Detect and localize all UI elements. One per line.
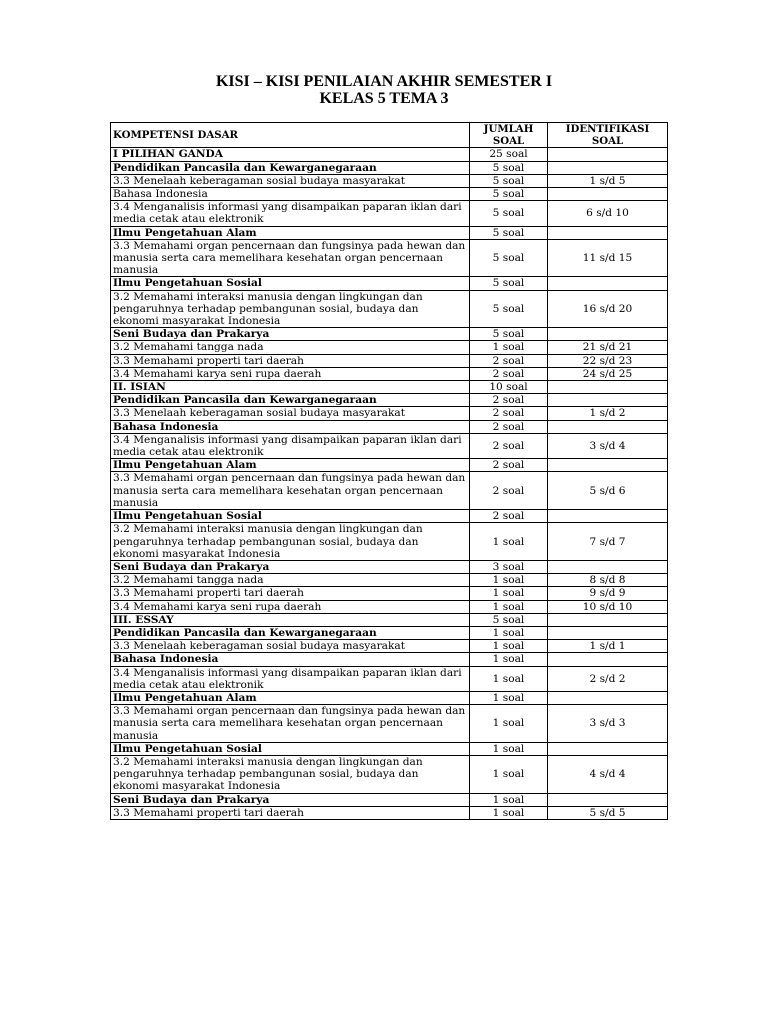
table-row [111,574,668,587]
jumlah-soal-cell: 5 soal [470,277,548,290]
header-identifikasi-soal: IDENTIFIKASI SOAL [548,123,668,148]
kompetensi-cell: 3.3 Menelaah keberagaman sosial budaya masyarakat [111,407,470,420]
identifikasi-soal-cell: 2 s/d 2 [548,666,668,691]
kompetensi-cell: 3.4 Memahami karya seni rupa daerah [111,367,470,380]
identifikasi-soal-cell: 5 s/d 6 [548,472,668,510]
jumlah-soal-cell: 5 soal [470,239,548,277]
table-row [111,666,668,691]
table-row [111,510,668,523]
jumlah-soal-cell: 2 soal [470,459,548,472]
table-row [111,201,668,226]
identifikasi-soal-cell: 4 s/d 4 [548,755,668,793]
identifikasi-soal-cell: 7 s/d 7 [548,523,668,561]
jumlah-soal-cell: 1 soal [470,793,548,806]
jumlah-soal-cell: 1 soal [470,705,548,743]
identifikasi-soal-cell: 1 s/d 1 [548,640,668,653]
kompetensi-cell: Seni Budaya dan Prakarya [111,560,470,573]
table-row [111,277,668,290]
table-row [111,472,668,510]
identifikasi-soal-cell: 1 s/d 2 [548,407,668,420]
table-row [111,148,668,161]
jumlah-soal-cell: 5 soal [470,328,548,341]
jumlah-soal-cell: 1 soal [470,626,548,639]
identifikasi-soal-cell [548,613,668,626]
kompetensi-cell: 3.3 Memahami organ pencernaan dan fungsinya pada hewan dan manusia serta cara memelihara kesehatan organ pencernaan manusia [111,705,470,743]
table-row [111,367,668,380]
kompetensi-cell: Pendidikan Pancasila dan Kewarganegaraan [111,161,470,174]
identifikasi-soal-cell [548,328,668,341]
kompetensi-cell: 3.3 Menelaah keberagaman sosial budaya masyarakat [111,640,470,653]
identifikasi-soal-cell: 6 s/d 10 [548,201,668,226]
identifikasi-soal-cell [548,381,668,394]
kompetensi-cell: Bahasa Indonesia [111,188,470,201]
table-row [111,755,668,793]
jumlah-soal-cell: 1 soal [470,691,548,704]
jumlah-soal-cell: 5 soal [470,613,548,626]
table-row [111,742,668,755]
jumlah-soal-cell: 1 soal [470,587,548,600]
identifikasi-soal-cell: 9 s/d 9 [548,587,668,600]
table-row [111,653,668,666]
kompetensi-cell: Ilmu Pengetahuan Sosial [111,742,470,755]
jumlah-soal-cell: 1 soal [470,666,548,691]
kompetensi-cell: Pendidikan Pancasila dan Kewarganegaraan [111,394,470,407]
kompetensi-cell: 3.3 Memahami organ pencernaan dan fungsinya pada hewan dan manusia serta cara memelihara kesehatan organ pencernaan manusia [111,239,470,277]
identifikasi-soal-cell [548,510,668,523]
identifikasi-soal-cell: 1 s/d 5 [548,174,668,187]
table-row [111,433,668,458]
jumlah-soal-cell: 3 soal [470,560,548,573]
kompetensi-cell: Seni Budaya dan Prakarya [111,793,470,806]
jumlah-soal-cell: 1 soal [470,653,548,666]
document-title: KISI – KISI PENILAIAN AKHIR SEMESTER I [215,73,553,90]
identifikasi-soal-cell [548,626,668,639]
identifikasi-soal-cell [548,742,668,755]
identifikasi-soal-cell [548,560,668,573]
jumlah-soal-cell: 2 soal [470,433,548,458]
table-row [111,188,668,201]
kompetensi-cell: Ilmu Pengetahuan Sosial [111,277,470,290]
table-row [111,328,668,341]
identifikasi-soal-cell [548,161,668,174]
jumlah-soal-cell: 1 soal [470,523,548,561]
jumlah-soal-cell: 1 soal [470,806,548,819]
kompetensi-cell: Bahasa Indonesia [111,420,470,433]
jumlah-soal-cell: 2 soal [470,407,548,420]
table-row [111,420,668,433]
jumlah-soal-cell: 1 soal [470,640,548,653]
kompetensi-cell: Bahasa Indonesia [111,653,470,666]
identifikasi-soal-cell: 10 s/d 10 [548,600,668,613]
kompetensi-cell: 3.3 Memahami organ pencernaan dan fungsinya pada hewan dan manusia serta cara memelihara kesehatan organ pencernaan manusia [111,472,470,510]
table-row [111,290,668,328]
jumlah-soal-cell: 2 soal [470,472,548,510]
identifikasi-soal-cell: 3 s/d 3 [548,705,668,743]
kompetensi-cell: 3.2 Memahami interaksi manusia dengan lingkungan dan pengaruhnya terhadap pembangunan sosial, budaya dan ekonomi masyarakat Indonesia [111,755,470,793]
table-row [111,239,668,277]
kompetensi-cell: Ilmu Pengetahuan Alam [111,459,470,472]
kompetensi-cell: 3.3 Memahami properti tari daerah [111,354,470,367]
jumlah-soal-cell: 2 soal [470,367,548,380]
kompetensi-cell: Ilmu Pengetahuan Sosial [111,510,470,523]
jumlah-soal-cell: 2 soal [470,354,548,367]
table-row [111,640,668,653]
table-row [111,560,668,573]
identifikasi-soal-cell [548,394,668,407]
table-row [111,806,668,819]
kompetensi-cell: 3.3 Memahami properti tari daerah [111,587,470,600]
document-subtitle: KELAS 5 TEMA 3 [319,90,449,107]
kisi-kisi-table [110,122,668,820]
kompetensi-cell: Ilmu Pengetahuan Alam [111,691,470,704]
kompetensi-cell: Ilmu Pengetahuan Alam [111,226,470,239]
kompetensi-cell: II. ISIAN [111,381,470,394]
identifikasi-soal-cell: 8 s/d 8 [548,574,668,587]
table-row [111,174,668,187]
jumlah-soal-cell: 1 soal [470,755,548,793]
table-row [111,354,668,367]
table-row [111,161,668,174]
jumlah-soal-cell: 1 soal [470,600,548,613]
identifikasi-soal-cell [548,188,668,201]
header-jumlah-soal: JUMLAH SOAL [470,123,548,148]
table-row [111,381,668,394]
table-row [111,587,668,600]
identifikasi-soal-cell: 3 s/d 4 [548,433,668,458]
identifikasi-soal-cell [548,459,668,472]
table-row [111,793,668,806]
identifikasi-soal-cell [548,148,668,161]
jumlah-soal-cell: 5 soal [470,226,548,239]
kompetensi-cell: Pendidikan Pancasila dan Kewarganegaraan [111,626,470,639]
jumlah-soal-cell: 2 soal [470,394,548,407]
kompetensi-cell: 3.4 Menganalisis informasi yang disampaikan paparan iklan dari media cetak atau elektronik [111,666,470,691]
kompetensi-cell: 3.3 Memahami properti tari daerah [111,806,470,819]
table-row [111,626,668,639]
table-row [111,341,668,354]
identifikasi-soal-cell: 11 s/d 15 [548,239,668,277]
jumlah-soal-cell: 1 soal [470,574,548,587]
identifikasi-soal-cell [548,420,668,433]
kompetensi-cell: 3.2 Memahami interaksi manusia dengan lingkungan dan pengaruhnya terhadap pembangunan sosial, budaya dan ekonomi masyarakat Indonesia [111,523,470,561]
identifikasi-soal-cell [548,277,668,290]
kompetensi-cell: 3.4 Menganalisis informasi yang disampaikan paparan iklan dari media cetak atau elektronik [111,433,470,458]
identifikasi-soal-cell: 21 s/d 21 [548,341,668,354]
identifikasi-soal-cell [548,691,668,704]
table-body [111,148,668,820]
identifikasi-soal-cell: 24 s/d 25 [548,367,668,380]
identifikasi-soal-cell: 22 s/d 23 [548,354,668,367]
jumlah-soal-cell: 1 soal [470,742,548,755]
identifikasi-soal-cell [548,793,668,806]
jumlah-soal-cell: 5 soal [470,188,548,201]
kompetensi-cell: 3.2 Memahami tangga nada [111,574,470,587]
identifikasi-soal-cell [548,226,668,239]
identifikasi-soal-cell [548,653,668,666]
jumlah-soal-cell: 5 soal [470,161,548,174]
kompetensi-cell: 3.3 Menelaah keberagaman sosial budaya masyarakat [111,174,470,187]
jumlah-soal-cell: 5 soal [470,290,548,328]
table-row [111,523,668,561]
jumlah-soal-cell: 25 soal [470,148,548,161]
header-kompetensi-dasar: KOMPETENSI DASAR [111,123,470,148]
kompetensi-cell: 3.4 Menganalisis informasi yang disampaikan paparan iklan dari media cetak atau elektronik [111,201,470,226]
jumlah-soal-cell: 5 soal [470,174,548,187]
jumlah-soal-cell: 10 soal [470,381,548,394]
table-row [111,226,668,239]
kompetensi-cell: III. ESSAY [111,613,470,626]
table-row [111,600,668,613]
jumlah-soal-cell: 1 soal [470,341,548,354]
kompetensi-cell: 3.4 Memahami karya seni rupa daerah [111,600,470,613]
kompetensi-cell: Seni Budaya dan Prakarya [111,328,470,341]
jumlah-soal-cell: 5 soal [470,201,548,226]
table-row [111,394,668,407]
kompetensi-cell: 3.2 Memahami interaksi manusia dengan lingkungan dan pengaruhnya terhadap pembangunan sosial, budaya dan ekonomi masyarakat Indonesia [111,290,470,328]
table-row [111,459,668,472]
identifikasi-soal-cell: 5 s/d 5 [548,806,668,819]
kompetensi-cell: 3.2 Memahami tangga nada [111,341,470,354]
table-row [111,705,668,743]
table-header-row [111,123,668,148]
jumlah-soal-cell: 2 soal [470,510,548,523]
kompetensi-cell: I PILIHAN GANDA [111,148,470,161]
identifikasi-soal-cell: 16 s/d 20 [548,290,668,328]
table-row [111,613,668,626]
table-row [111,407,668,420]
jumlah-soal-cell: 2 soal [470,420,548,433]
table-row [111,691,668,704]
